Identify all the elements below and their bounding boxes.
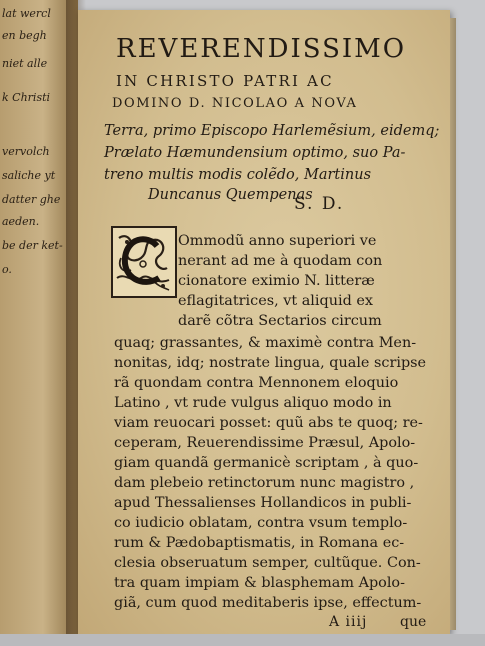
body-line: darẽ cõtra Sectarios circum — [178, 313, 382, 329]
body-line: cionatore eximio N. litteræ — [178, 273, 375, 289]
left-page-line: be der ket- — [2, 239, 63, 252]
page-title: REVERENDISSIMO — [116, 34, 407, 64]
body-line: Ommodũ anno superiori ve — [178, 233, 377, 249]
left-page-line: saliche yt — [2, 169, 56, 182]
page-edge — [450, 18, 456, 630]
signature-mark: A iiij — [329, 614, 368, 630]
body-line: co iudicio oblatam, contra vsum templo- — [114, 515, 408, 531]
left-page-line: datter ghe — [2, 193, 61, 206]
table-surface — [0, 634, 485, 646]
body-line: dam plebeio retinctorum nunc magistro , — [114, 475, 415, 491]
heading-line-2: IN CHRISTO PATRI AC — [116, 72, 334, 90]
body-line: rum & Pædobaptismatis, in Romana ec- — [114, 535, 405, 551]
body-line: clesia obseruatum semper, cultũque. Con- — [114, 555, 421, 571]
body-line: tra quam impiam & blasphemam Apolo- — [114, 575, 405, 591]
salutation: S. D. — [294, 194, 345, 214]
right-page — [78, 10, 450, 634]
heading-line-3: DOMINO D. NICOLAO A NOVA — [112, 96, 358, 111]
dedication-line: Duncanus Quempenas — [148, 187, 313, 203]
dedication-line: treno multis modis colẽdo, Martinus — [104, 167, 372, 183]
body-line: nerant ad me à quodam con — [178, 253, 383, 269]
body-line: giam quandã germanicè scriptam , à quo- — [114, 455, 419, 471]
catchword: que — [400, 614, 427, 630]
body-line: Latino , vt rude vulgus aliquo modo in — [114, 395, 392, 411]
body-line: apud Thessalienses Hollandicos in publi- — [114, 495, 412, 511]
body-line: ceperam, Reuerendissime Præsul, Apolo- — [114, 435, 416, 451]
left-page-line: aeden. — [2, 215, 40, 228]
left-page-line: lat wercl — [2, 7, 51, 20]
body-line: quaq; grassantes, & maximè contra Men- — [114, 335, 417, 351]
decorated-initial-c-icon — [111, 226, 177, 298]
left-page-line: vervolch — [2, 145, 50, 158]
body-line: giã, cum quod meditaberis ipse, effectum- — [114, 595, 422, 611]
body-line: rã quondam contra Mennonem eloquio — [114, 375, 399, 391]
body-line: eflagitatrices, vt aliquid ex — [178, 293, 374, 309]
dedication-line: Prælato Hæmundensium optimo, suo Pa- — [104, 145, 406, 161]
left-page-line: niet alle — [2, 57, 48, 70]
dedication-line: Terra, primo Episcopo Harlemẽsium, eidemq; — [104, 123, 440, 139]
left-page-line: k Christi — [2, 91, 51, 104]
body-line: nonitas, idq; nostrate lingua, quale scripse — [114, 355, 427, 371]
left-page-line: en begh — [2, 29, 47, 42]
left-page-line: o. — [2, 263, 12, 276]
body-line: viam reuocari posset: quũ abs te quoq; re- — [114, 415, 423, 431]
